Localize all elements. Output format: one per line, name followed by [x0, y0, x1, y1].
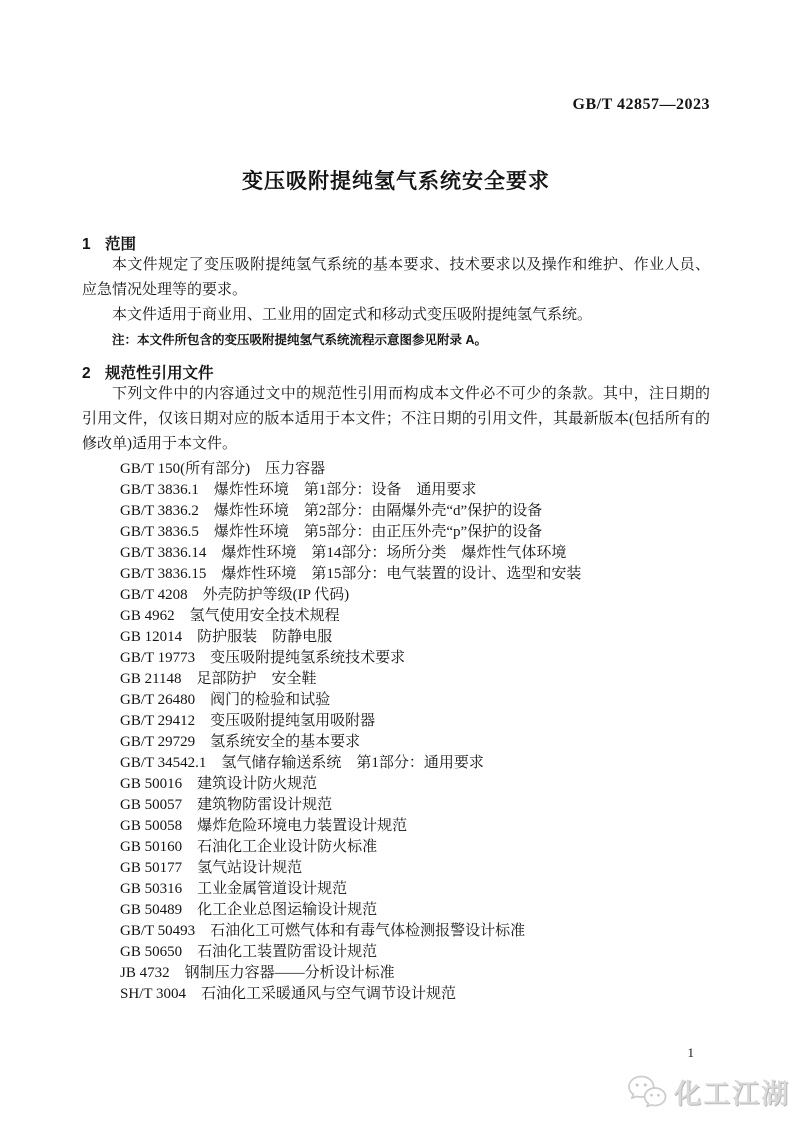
scope-note: 注：本文件所包含的变压吸附提纯氢气系统流程示意图参见附录 A。	[112, 333, 488, 347]
reference-item: GB/T 50493 石油化工可燃气体和有毒气体检测报警设计标准	[120, 923, 526, 939]
reference-item: GB/T 3836.14 爆炸性环境 第14部分：场所分类 爆炸性气体环境	[120, 545, 567, 561]
reference-item: GB 4962 氢气使用安全技术规程	[120, 608, 340, 624]
watermark	[625, 1072, 790, 1111]
section-2-title: 规范性引用文件	[105, 365, 214, 382]
reference-item: GB 50160 石油化工企业设计防火标准	[120, 839, 378, 855]
reference-item: GB 50177 氢气站设计规范	[120, 860, 303, 876]
reference-item: GB/T 4208 外壳防护等级(IP 代码)	[120, 587, 350, 603]
reference-item: GB 50489 化工企业总图运输设计规范	[120, 902, 378, 918]
document-title: 变压吸附提纯氢气系统安全要求	[242, 170, 550, 193]
section-1-title: 范围	[105, 236, 137, 253]
watermark-text: 化工江湖	[674, 1079, 790, 1109]
section-1-number: 1	[82, 236, 91, 253]
scope-paragraph-2: 本文件适用于商业用、工业用的固定式和移动式变压吸附提纯氢气系统。	[112, 307, 593, 323]
page-number: 1	[687, 1045, 694, 1060]
reference-item: GB 50016 建筑设计防火规范	[120, 776, 318, 792]
chat-bubbles-icon	[625, 1073, 669, 1111]
reference-item: GB 50057 建筑物防雷设计规范	[120, 797, 333, 813]
reference-item: GB/T 3836.15 爆炸性环境 第15部分：电气装置的设计、选型和安装	[120, 566, 582, 582]
reference-list	[82, 459, 710, 1005]
standard-code: GB/T 42857—2023	[572, 96, 710, 113]
section-1-heading	[82, 237, 710, 253]
reference-item: GB 21148 足部防护 安全鞋	[120, 671, 317, 687]
reference-item: GB/T 34542.1 氢气储存输送系统 第1部分：通用要求	[120, 755, 484, 771]
reference-item: GB/T 150(所有部分) 压力容器	[120, 461, 326, 477]
reference-item: GB/T 29729 氢系统安全的基本要求	[120, 734, 361, 750]
reference-item: GB/T 3836.1 爆炸性环境 第1部分：设备 通用要求	[120, 482, 477, 498]
reference-item: GB/T 19773 变压吸附提纯氢系统技术要求	[120, 650, 406, 666]
reference-item: GB 50316 工业金属管道设计规范	[120, 881, 348, 897]
reference-item: GB/T 29412 变压吸附提纯氢用吸附器	[120, 713, 376, 729]
scope-paragraph-1: 本文件规定了变压吸附提纯氢气系统的基本要求、技术要求以及操作和维护、作业人员、应急情况处理等的要求。	[82, 257, 710, 298]
reference-item: GB 50058 爆炸危险环境电力装置设计规范	[120, 818, 408, 834]
reference-item: GB 50650 石油化工装置防雷设计规范	[120, 944, 378, 960]
references-intro-paragraph: 下列文件中的内容通过文中的规范性引用而构成本文件必不可少的条款。其中，注日期的引用文件，仅该日期对应的版本适用于本文件；不注日期的引用文件，其最新版本(包括所有的修改单)适用于本文件。	[82, 386, 710, 452]
section-2-heading	[82, 366, 710, 382]
reference-item: SH/T 3004 石油化工采暖通风与空气调节设计规范	[120, 986, 456, 1002]
reference-item: GB/T 26480 阀门的检验和试验	[120, 692, 331, 708]
reference-item: GB 12014 防护服装 防静电服	[120, 629, 333, 645]
section-2-number: 2	[82, 365, 91, 382]
reference-item: JB 4732 钢制压力容器——分析设计标准	[120, 965, 395, 981]
reference-item: GB/T 3836.5 爆炸性环境 第5部分：由正压外壳“p”保护的设备	[120, 524, 543, 540]
reference-item: GB/T 3836.2 爆炸性环境 第2部分：由隔爆外壳“d”保护的设备	[120, 503, 543, 519]
